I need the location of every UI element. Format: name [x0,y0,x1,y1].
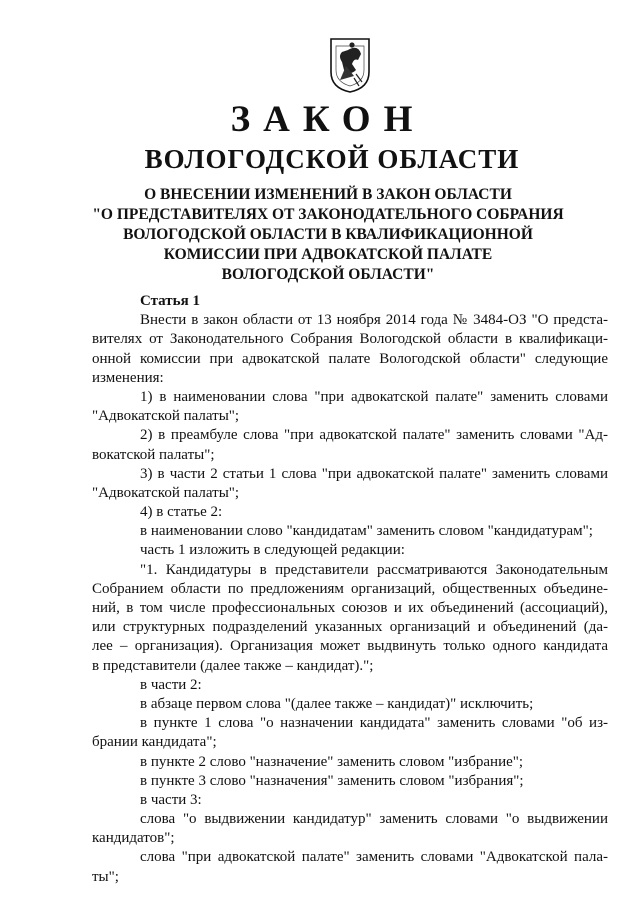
article-line: 2) в преамбуле слова "при адвокатской палате" заменить словами "Ад- [140,427,608,444]
article-line: Собранием области по предложениям организаций, общественных объедине- [92,580,608,597]
article-line: слова "о выдвижении кандидатур" заменить словами "о выдвижении [140,811,608,828]
article-line: брании кандидата"; [92,734,217,751]
subtitle-line: КОМИССИИ ПРИ АДВОКАТСКОЙ ПАЛАТЕ [163,246,493,263]
article-line: Внести в закон области от 13 ноября 2014 года № 3484-ОЗ "О предста- [140,312,608,329]
article-line: слова "при адвокатской палате" заменить словами "Адвокатской пала- [140,849,608,866]
article-line: в представители (далее также – кандидат)."; [92,657,374,674]
article-line: лее – организация). Организация может выдвинуть только одного кандидата [92,638,608,655]
article-line: изменения: [92,369,164,386]
law-subtitle [90,185,566,285]
article-line: "1. Кандидатуры в представители рассматриваются Законодательным [140,561,608,578]
article-line: в пункте 1 слова "о назначении кандидата" заменить словами "об из- [140,715,608,732]
article-line: "Адвокатской палаты"; [92,484,240,501]
article-line: в пункте 3 слово "назначения" заменить словом "избрания"; [140,772,524,789]
article-line: 1) в наименовании слова "при адвокатской палате" заменить словами [140,388,608,405]
article-line: в наименовании слово "кандидатам" заменить словом "кандидатурам"; [140,523,593,540]
article-line: часть 1 изложить в следующей редакции: [140,542,405,559]
article-line: в пункте 2 слово "назначение" заменить словом "избрание"; [140,753,524,770]
article-line: ты"; [92,868,119,885]
region-title: ВОЛОГОДСКОЙ ОБЛАСТИ [144,144,520,174]
article-line: ний, в том числе профессиональных союзов и их объединений (ассоциаций), [92,600,608,616]
article-line: "Адвокатской палаты"; [92,408,240,425]
article-line: вокатской палаты"; [92,446,215,463]
article-line: онной комиссии при адвокатской палате Вологодской области" следующие [92,350,608,367]
subtitle-line: ВОЛОГОДСКОЙ ОБЛАСТИ В КВАЛИФИКАЦИОННОЙ [123,226,533,243]
coat-of-arms-icon [328,36,372,94]
article-heading: Статья 1 [140,293,200,309]
subtitle-line: "О ПРЕДСТАВИТЕЛЯХ ОТ ЗАКОНОДАТЕЛЬНОГО СОБРАНИЯ [92,206,564,223]
article-body [92,292,608,887]
article-line: или структурных подразделений указанных организаций и объединений (да- [92,619,608,636]
article-line: кандидатов"; [92,830,175,847]
article-line: в части 2: [140,676,202,693]
article-line: в абзаце первом слова "(далее также – кандидат)" исключить; [140,695,534,712]
article-line: 3) в части 2 статьи 1 слова "при адвокатской палате" заменить словами [140,465,608,482]
subtitle-line: ВОЛОГОДСКОЙ ОБЛАСТИ" [221,266,435,283]
article-line: вителях от Законодательного Собрания Вологодской области в квалификаци- [92,331,608,348]
subtitle-line: О ВНЕСЕНИИ ИЗМЕНЕНИЙ В ЗАКОН ОБЛАСТИ [144,186,512,203]
article-line: 4) в статье 2: [140,504,223,521]
article-line: в части 3: [140,791,202,808]
law-title: ЗАКОН [230,99,426,140]
